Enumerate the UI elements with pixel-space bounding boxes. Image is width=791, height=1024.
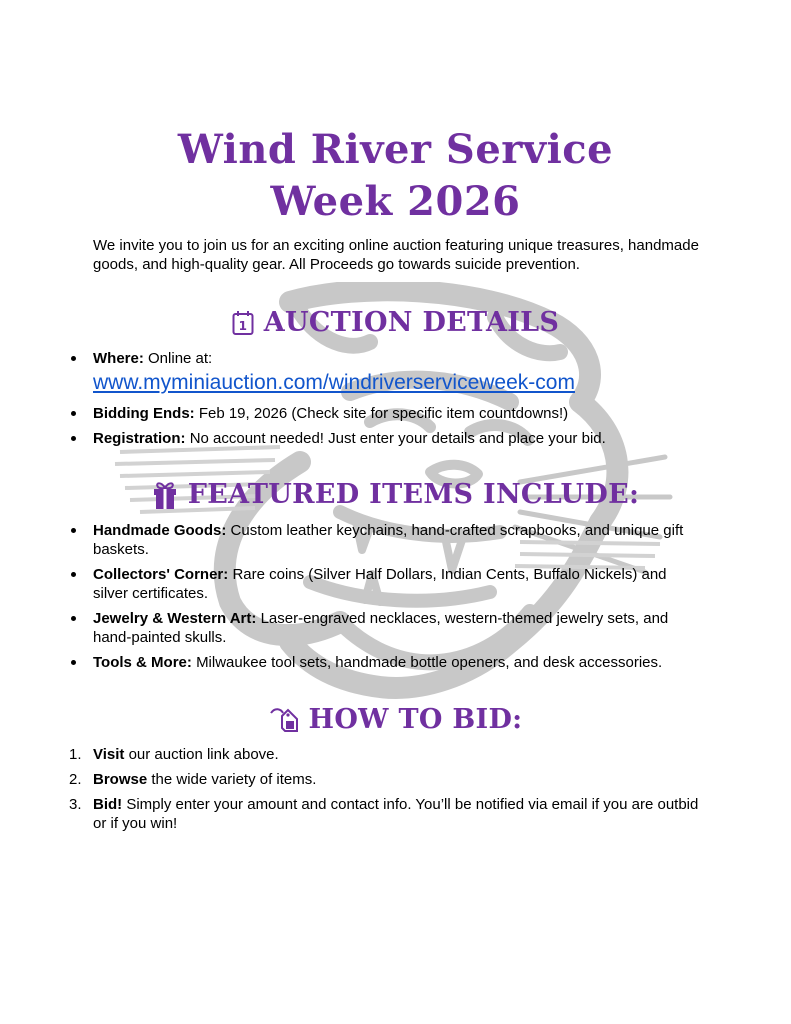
auction-details-heading bbox=[0, 306, 791, 340]
gift-icon bbox=[152, 480, 178, 510]
calendar-icon bbox=[232, 310, 254, 336]
featured-items-heading bbox=[0, 478, 791, 512]
featured-items-list bbox=[93, 521, 703, 678]
item-text: Milwaukee tool sets, handmade bottle openers, and desk accessories. bbox=[196, 654, 663, 671]
list-item bbox=[69, 795, 703, 833]
auction-details-list bbox=[93, 349, 703, 454]
step-label: Browse bbox=[93, 771, 148, 788]
item-text: Rare coins (Silver Half Dollars, Indian Cents, Buffalo Nickels) and silver certificates. bbox=[93, 566, 667, 602]
how-to-bid-label: HOW TO BID: bbox=[308, 704, 523, 735]
item-label: Jewelry & Western Art: bbox=[93, 610, 257, 627]
price-tag-icon bbox=[269, 707, 299, 733]
step-text: our auction link above. bbox=[128, 746, 279, 763]
bidding-ends-label: Bidding Ends: bbox=[93, 405, 195, 422]
list-item bbox=[93, 349, 703, 398]
page-title bbox=[0, 124, 791, 228]
item-text: Custom leather keychains, hand-crafted scrapbooks, and unique gift baskets. bbox=[93, 522, 684, 558]
list-item bbox=[93, 404, 703, 423]
item-label: Handmade Goods: bbox=[93, 522, 227, 539]
auction-details-label: AUCTION DETAILS bbox=[263, 307, 560, 338]
how-to-bid-heading bbox=[0, 703, 791, 737]
intro-paragraph: We invite you to join us for an exciting online auction featuring unique treasures, handmade goods, and high-quality gear. All Proceeds go towards suicide prevention. bbox=[93, 237, 699, 273]
bidding-ends-value: Feb 19, 2026 (Check site for specific item countdowns!) bbox=[198, 405, 569, 422]
where-label: Where: bbox=[93, 350, 144, 367]
list-item bbox=[93, 565, 703, 603]
title-line-2: Week 2026 bbox=[270, 178, 521, 225]
featured-items-label: FEATURED ITEMS INCLUDE: bbox=[187, 479, 640, 510]
list-item bbox=[69, 770, 703, 789]
list-item bbox=[93, 653, 703, 672]
list-item bbox=[69, 745, 703, 764]
step-number: 2. bbox=[69, 771, 82, 788]
step-label: Bid! bbox=[93, 796, 123, 813]
svg-text:1: 1 bbox=[238, 319, 248, 333]
item-label: Collectors' Corner: bbox=[93, 566, 229, 583]
registration-label: Registration: bbox=[93, 430, 186, 447]
list-item bbox=[93, 609, 703, 647]
step-label: Visit bbox=[93, 746, 125, 763]
list-item bbox=[93, 429, 703, 448]
registration-value: No account needed! Just enter your details and place your bid. bbox=[189, 430, 606, 447]
item-label: Tools & More: bbox=[93, 654, 192, 671]
item-text: Laser-engraved necklaces, western-themed jewelry sets, and hand-painted skulls. bbox=[93, 610, 669, 646]
where-value: Online at: bbox=[148, 350, 213, 367]
step-text: Simply enter your amount and contact info. You’ll be notified via email if you are outbid or if you win! bbox=[93, 796, 699, 832]
auction-link[interactable]: www.myminiauction.com/windriverserviceweek-com bbox=[93, 371, 575, 394]
step-number: 3. bbox=[69, 796, 82, 813]
how-to-bid-steps bbox=[69, 745, 703, 839]
list-item bbox=[93, 521, 703, 559]
step-text: the wide variety of items. bbox=[151, 771, 317, 788]
step-number: 1. bbox=[69, 746, 82, 763]
title-line-1: Wind River Service bbox=[177, 126, 614, 173]
